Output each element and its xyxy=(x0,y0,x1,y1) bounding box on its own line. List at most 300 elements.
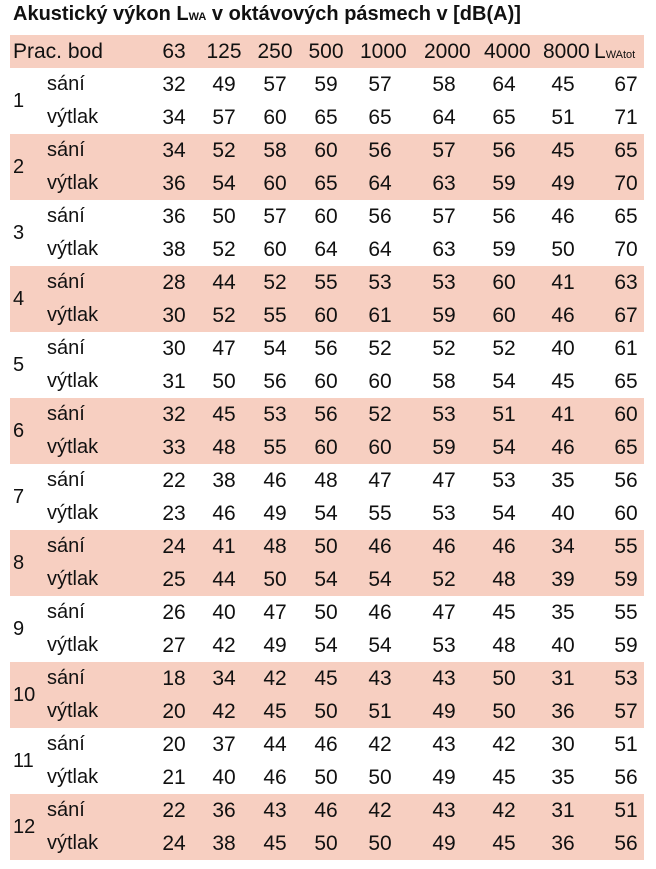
band-value-cell: 28 xyxy=(162,271,186,294)
table-row-suction xyxy=(10,464,644,497)
header-band: 2000 xyxy=(424,40,471,63)
header-total-sub: WAtot xyxy=(605,49,636,61)
band-value-cell: 51 xyxy=(368,700,392,723)
operating-point-group xyxy=(10,200,644,266)
band-value-cell: 49 xyxy=(432,766,456,789)
band-value-cell: 42 xyxy=(492,733,516,756)
header-point-label: Prac. bod xyxy=(13,40,103,63)
operating-point-number: 7 xyxy=(13,486,25,508)
band-value-cell: 64 xyxy=(368,238,392,261)
suction-label: sání xyxy=(47,73,85,95)
total-value-cell: 56 xyxy=(614,766,638,789)
band-value-cell: 22 xyxy=(162,799,186,822)
table-row-suction xyxy=(10,332,644,365)
band-value-cell: 36 xyxy=(551,700,575,723)
band-value-cell: 34 xyxy=(551,535,575,558)
band-value-cell: 37 xyxy=(212,733,236,756)
band-value-cell: 56 xyxy=(492,139,516,162)
band-value-cell: 57 xyxy=(212,106,236,129)
band-value-cell: 47 xyxy=(432,601,456,624)
band-value-cell: 53 xyxy=(368,271,392,294)
band-value-cell: 42 xyxy=(368,799,392,822)
band-value-cell: 32 xyxy=(162,403,186,426)
band-value-cell: 54 xyxy=(314,502,338,525)
table-title xyxy=(13,0,521,28)
band-value-cell: 43 xyxy=(432,799,456,822)
band-value-cell: 65 xyxy=(314,106,338,129)
band-value-cell: 52 xyxy=(263,271,287,294)
total-value-cell: 55 xyxy=(614,535,638,558)
band-value-cell: 45 xyxy=(492,601,516,624)
discharge-label: výtlak xyxy=(47,436,99,458)
band-value-cell: 60 xyxy=(314,436,338,459)
band-value-cell: 49 xyxy=(432,700,456,723)
band-value-cell: 24 xyxy=(162,832,186,855)
band-value-cell: 57 xyxy=(432,139,456,162)
band-value-cell: 54 xyxy=(492,436,516,459)
band-value-cell: 56 xyxy=(314,337,338,360)
band-value-cell: 50 xyxy=(368,832,392,855)
band-value-cell: 34 xyxy=(162,139,186,162)
band-value-cell: 48 xyxy=(212,436,236,459)
band-value-cell: 36 xyxy=(212,799,236,822)
band-value-cell: 47 xyxy=(368,469,392,492)
band-value-cell: 50 xyxy=(314,766,338,789)
band-value-cell: 55 xyxy=(368,502,392,525)
band-value-cell: 50 xyxy=(314,535,338,558)
suction-label: sání xyxy=(47,271,85,293)
band-value-cell: 64 xyxy=(432,106,456,129)
band-value-cell: 64 xyxy=(492,73,516,96)
band-value-cell: 45 xyxy=(263,700,287,723)
band-value-cell: 50 xyxy=(492,667,516,690)
band-value-cell: 42 xyxy=(212,700,236,723)
band-value-cell: 39 xyxy=(551,568,575,591)
band-value-cell: 35 xyxy=(551,469,575,492)
band-value-cell: 31 xyxy=(551,667,575,690)
band-value-cell: 50 xyxy=(492,700,516,723)
suction-label: sání xyxy=(47,601,85,623)
sound-power-table xyxy=(10,35,644,860)
operating-point-group xyxy=(10,68,644,134)
band-value-cell: 60 xyxy=(492,271,516,294)
band-value-cell: 59 xyxy=(432,436,456,459)
total-value-cell: 60 xyxy=(614,403,638,426)
table-row-discharge xyxy=(10,695,644,728)
band-value-cell: 54 xyxy=(368,568,392,591)
table-row-discharge xyxy=(10,629,644,662)
band-value-cell: 20 xyxy=(162,700,186,723)
band-value-cell: 30 xyxy=(162,337,186,360)
band-value-cell: 52 xyxy=(212,139,236,162)
discharge-label: výtlak xyxy=(47,370,99,392)
discharge-label: výtlak xyxy=(47,700,99,722)
band-value-cell: 40 xyxy=(212,766,236,789)
table-row-suction xyxy=(10,68,644,101)
band-value-cell: 49 xyxy=(263,502,287,525)
total-value-cell: 71 xyxy=(614,106,638,129)
band-value-cell: 61 xyxy=(368,304,392,327)
band-value-cell: 48 xyxy=(263,535,287,558)
band-value-cell: 46 xyxy=(263,766,287,789)
band-value-cell: 51 xyxy=(551,106,575,129)
band-value-cell: 56 xyxy=(314,403,338,426)
band-value-cell: 57 xyxy=(368,73,392,96)
discharge-label: výtlak xyxy=(47,766,99,788)
band-value-cell: 36 xyxy=(162,172,186,195)
band-value-cell: 58 xyxy=(432,73,456,96)
total-value-cell: 51 xyxy=(614,799,638,822)
band-value-cell: 18 xyxy=(162,667,186,690)
table-row-suction xyxy=(10,398,644,431)
header-band: 1000 xyxy=(360,40,407,63)
band-value-cell: 47 xyxy=(263,601,287,624)
band-value-cell: 59 xyxy=(492,238,516,261)
band-value-cell: 42 xyxy=(492,799,516,822)
band-value-cell: 63 xyxy=(432,172,456,195)
band-value-cell: 45 xyxy=(492,832,516,855)
total-value-cell: 59 xyxy=(614,634,638,657)
total-value-cell: 57 xyxy=(614,700,638,723)
suction-label: sání xyxy=(47,403,85,425)
band-value-cell: 50 xyxy=(314,700,338,723)
table-row-discharge xyxy=(10,431,644,464)
band-value-cell: 57 xyxy=(432,205,456,228)
total-value-cell: 56 xyxy=(614,832,638,855)
band-value-cell: 60 xyxy=(263,106,287,129)
band-value-cell: 53 xyxy=(432,271,456,294)
table-row-discharge xyxy=(10,497,644,530)
band-value-cell: 40 xyxy=(212,601,236,624)
band-value-cell: 65 xyxy=(368,106,392,129)
header-total-main: L xyxy=(594,40,606,63)
band-value-cell: 45 xyxy=(492,766,516,789)
band-value-cell: 49 xyxy=(551,172,575,195)
header-band: 125 xyxy=(206,40,242,63)
suction-label: sání xyxy=(47,733,85,755)
operating-point-group xyxy=(10,134,644,200)
band-value-cell: 31 xyxy=(551,799,575,822)
band-value-cell: 59 xyxy=(492,172,516,195)
band-value-cell: 43 xyxy=(432,733,456,756)
total-value-cell: 65 xyxy=(614,139,638,162)
band-value-cell: 49 xyxy=(263,634,287,657)
band-value-cell: 46 xyxy=(551,205,575,228)
band-value-cell: 46 xyxy=(492,535,516,558)
band-value-cell: 48 xyxy=(492,568,516,591)
total-value-cell: 56 xyxy=(614,469,638,492)
band-value-cell: 53 xyxy=(432,502,456,525)
total-value-cell: 61 xyxy=(614,337,638,360)
band-value-cell: 41 xyxy=(551,271,575,294)
band-value-cell: 38 xyxy=(212,832,236,855)
band-value-cell: 50 xyxy=(263,568,287,591)
band-value-cell: 60 xyxy=(492,304,516,327)
band-value-cell: 60 xyxy=(368,436,392,459)
band-value-cell: 58 xyxy=(432,370,456,393)
suction-label: sání xyxy=(47,205,85,227)
band-value-cell: 21 xyxy=(162,766,186,789)
band-value-cell: 46 xyxy=(368,535,392,558)
operating-point-number: 11 xyxy=(13,750,34,772)
band-value-cell: 60 xyxy=(263,172,287,195)
table-row-suction xyxy=(10,596,644,629)
band-value-cell: 48 xyxy=(492,634,516,657)
operating-point-number: 10 xyxy=(13,684,36,706)
table-row-suction xyxy=(10,530,644,563)
band-value-cell: 50 xyxy=(551,238,575,261)
band-value-cell: 55 xyxy=(263,436,287,459)
band-value-cell: 25 xyxy=(162,568,186,591)
header-band: 4000 xyxy=(484,40,531,63)
discharge-label: výtlak xyxy=(47,106,99,128)
band-value-cell: 52 xyxy=(368,403,392,426)
operating-point-group xyxy=(10,728,644,794)
band-value-cell: 64 xyxy=(368,172,392,195)
operating-point-number: 9 xyxy=(13,618,25,640)
suction-label: sání xyxy=(47,799,85,821)
band-value-cell: 46 xyxy=(551,436,575,459)
suction-label: sání xyxy=(47,535,85,557)
band-value-cell: 55 xyxy=(314,271,338,294)
band-value-cell: 32 xyxy=(162,73,186,96)
band-value-cell: 24 xyxy=(162,535,186,558)
band-value-cell: 22 xyxy=(162,469,186,492)
total-value-cell: 67 xyxy=(614,304,638,327)
band-value-cell: 20 xyxy=(162,733,186,756)
operating-point-group xyxy=(10,662,644,728)
band-value-cell: 60 xyxy=(314,304,338,327)
band-value-cell: 60 xyxy=(263,238,287,261)
table-row-discharge xyxy=(10,299,644,332)
band-value-cell: 23 xyxy=(162,502,186,525)
band-value-cell: 60 xyxy=(314,370,338,393)
operating-point-number: 5 xyxy=(13,354,25,376)
band-value-cell: 59 xyxy=(314,73,338,96)
band-value-cell: 46 xyxy=(212,502,236,525)
table-row-discharge xyxy=(10,761,644,794)
header-band: 8000 xyxy=(543,40,590,63)
suction-label: sání xyxy=(47,667,85,689)
band-value-cell: 52 xyxy=(212,304,236,327)
band-value-cell: 54 xyxy=(492,370,516,393)
header-band: 500 xyxy=(308,40,344,63)
discharge-label: výtlak xyxy=(47,304,99,326)
band-value-cell: 30 xyxy=(162,304,186,327)
band-value-cell: 53 xyxy=(432,403,456,426)
band-value-cell: 40 xyxy=(551,502,575,525)
band-value-cell: 46 xyxy=(314,799,338,822)
operating-point-number: 4 xyxy=(13,288,25,310)
band-value-cell: 56 xyxy=(368,139,392,162)
operating-point-group xyxy=(10,596,644,662)
operating-point-number: 12 xyxy=(13,816,36,838)
band-value-cell: 65 xyxy=(492,106,516,129)
band-value-cell: 43 xyxy=(432,667,456,690)
total-value-cell: 59 xyxy=(614,568,638,591)
band-value-cell: 49 xyxy=(432,832,456,855)
band-value-cell: 50 xyxy=(314,832,338,855)
band-value-cell: 53 xyxy=(263,403,287,426)
band-value-cell: 54 xyxy=(314,568,338,591)
band-value-cell: 31 xyxy=(162,370,186,393)
band-value-cell: 54 xyxy=(263,337,287,360)
discharge-label: výtlak xyxy=(47,634,99,656)
band-value-cell: 41 xyxy=(212,535,236,558)
discharge-label: výtlak xyxy=(47,568,99,590)
band-value-cell: 45 xyxy=(551,139,575,162)
total-value-cell: 65 xyxy=(614,370,638,393)
table-row-discharge xyxy=(10,101,644,134)
band-value-cell: 42 xyxy=(212,634,236,657)
total-value-cell: 70 xyxy=(614,172,638,195)
total-value-cell: 60 xyxy=(614,502,638,525)
title-main: Akustický výkon L xyxy=(13,3,189,25)
band-value-cell: 54 xyxy=(368,634,392,657)
band-value-cell: 45 xyxy=(263,832,287,855)
band-value-cell: 46 xyxy=(551,304,575,327)
band-value-cell: 45 xyxy=(551,73,575,96)
band-value-cell: 46 xyxy=(263,469,287,492)
discharge-label: výtlak xyxy=(47,172,99,194)
operating-point-number: 6 xyxy=(13,420,25,442)
band-value-cell: 56 xyxy=(263,370,287,393)
table-row-discharge xyxy=(10,233,644,266)
band-value-cell: 50 xyxy=(314,601,338,624)
band-value-cell: 38 xyxy=(162,238,186,261)
band-value-cell: 47 xyxy=(432,469,456,492)
header-band: 250 xyxy=(257,40,293,63)
total-value-cell: 51 xyxy=(614,733,638,756)
band-value-cell: 49 xyxy=(212,73,236,96)
total-value-cell: 65 xyxy=(614,205,638,228)
band-value-cell: 44 xyxy=(212,271,236,294)
band-value-cell: 42 xyxy=(368,733,392,756)
band-value-cell: 52 xyxy=(492,337,516,360)
total-value-cell: 70 xyxy=(614,238,638,261)
band-value-cell: 54 xyxy=(314,634,338,657)
band-value-cell: 50 xyxy=(368,766,392,789)
band-value-cell: 60 xyxy=(368,370,392,393)
band-value-cell: 43 xyxy=(368,667,392,690)
band-value-cell: 57 xyxy=(263,205,287,228)
band-value-cell: 60 xyxy=(314,139,338,162)
suction-label: sání xyxy=(47,337,85,359)
band-value-cell: 35 xyxy=(551,766,575,789)
table-row-discharge xyxy=(10,563,644,596)
table-header xyxy=(10,35,644,68)
operating-point-group xyxy=(10,794,644,860)
operating-point-number: 8 xyxy=(13,552,25,574)
band-value-cell: 26 xyxy=(162,601,186,624)
total-value-cell: 63 xyxy=(614,271,638,294)
total-value-cell: 53 xyxy=(614,667,638,690)
band-value-cell: 34 xyxy=(212,667,236,690)
suction-label: sání xyxy=(47,469,85,491)
title-subscript: WA xyxy=(188,11,207,23)
band-value-cell: 46 xyxy=(432,535,456,558)
band-value-cell: 55 xyxy=(263,304,287,327)
band-value-cell: 53 xyxy=(432,634,456,657)
band-value-cell: 27 xyxy=(162,634,186,657)
operating-point-group xyxy=(10,266,644,332)
operating-point-number: 1 xyxy=(13,90,25,112)
band-value-cell: 65 xyxy=(314,172,338,195)
band-value-cell: 41 xyxy=(551,403,575,426)
operating-point-group xyxy=(10,464,644,530)
table-row-suction xyxy=(10,200,644,233)
band-value-cell: 48 xyxy=(314,469,338,492)
table-row-discharge xyxy=(10,827,644,860)
band-value-cell: 45 xyxy=(551,370,575,393)
band-value-cell: 45 xyxy=(314,667,338,690)
band-value-cell: 43 xyxy=(263,799,287,822)
discharge-label: výtlak xyxy=(47,502,99,524)
band-value-cell: 53 xyxy=(492,469,516,492)
total-value-cell: 65 xyxy=(614,436,638,459)
header-total xyxy=(594,35,635,68)
band-value-cell: 60 xyxy=(314,205,338,228)
band-value-cell: 56 xyxy=(368,205,392,228)
band-value-cell: 44 xyxy=(212,568,236,591)
operating-point-group xyxy=(10,398,644,464)
operating-point-group xyxy=(10,530,644,596)
band-value-cell: 34 xyxy=(162,106,186,129)
band-value-cell: 40 xyxy=(551,634,575,657)
operating-point-number: 3 xyxy=(13,222,25,244)
discharge-label: výtlak xyxy=(47,238,99,260)
band-value-cell: 44 xyxy=(263,733,287,756)
band-value-cell: 40 xyxy=(551,337,575,360)
band-value-cell: 54 xyxy=(212,172,236,195)
band-value-cell: 46 xyxy=(314,733,338,756)
discharge-label: výtlak xyxy=(47,832,99,854)
title-rest: v oktávových pásmech v [dB(A)] xyxy=(206,3,521,25)
band-value-cell: 54 xyxy=(492,502,516,525)
table-row-suction xyxy=(10,266,644,299)
band-value-cell: 30 xyxy=(551,733,575,756)
band-value-cell: 33 xyxy=(162,436,186,459)
table-row-suction xyxy=(10,662,644,695)
table-row-suction xyxy=(10,794,644,827)
suction-label: sání xyxy=(47,139,85,161)
band-value-cell: 36 xyxy=(551,832,575,855)
band-value-cell: 56 xyxy=(492,205,516,228)
band-value-cell: 45 xyxy=(212,403,236,426)
band-value-cell: 36 xyxy=(162,205,186,228)
band-value-cell: 47 xyxy=(212,337,236,360)
total-value-cell: 67 xyxy=(614,73,638,96)
table-row-discharge xyxy=(10,365,644,398)
band-value-cell: 52 xyxy=(432,568,456,591)
band-value-cell: 59 xyxy=(432,304,456,327)
band-value-cell: 57 xyxy=(263,73,287,96)
band-value-cell: 46 xyxy=(368,601,392,624)
band-value-cell: 51 xyxy=(492,403,516,426)
operating-point-number: 2 xyxy=(13,156,25,178)
band-value-cell: 35 xyxy=(551,601,575,624)
band-value-cell: 38 xyxy=(212,469,236,492)
operating-point-group xyxy=(10,332,644,398)
band-value-cell: 50 xyxy=(212,370,236,393)
header-band: 63 xyxy=(162,40,186,63)
band-value-cell: 52 xyxy=(212,238,236,261)
band-value-cell: 42 xyxy=(263,667,287,690)
band-value-cell: 52 xyxy=(432,337,456,360)
table-row-suction xyxy=(10,728,644,761)
table-row-suction xyxy=(10,134,644,167)
band-value-cell: 58 xyxy=(263,139,287,162)
